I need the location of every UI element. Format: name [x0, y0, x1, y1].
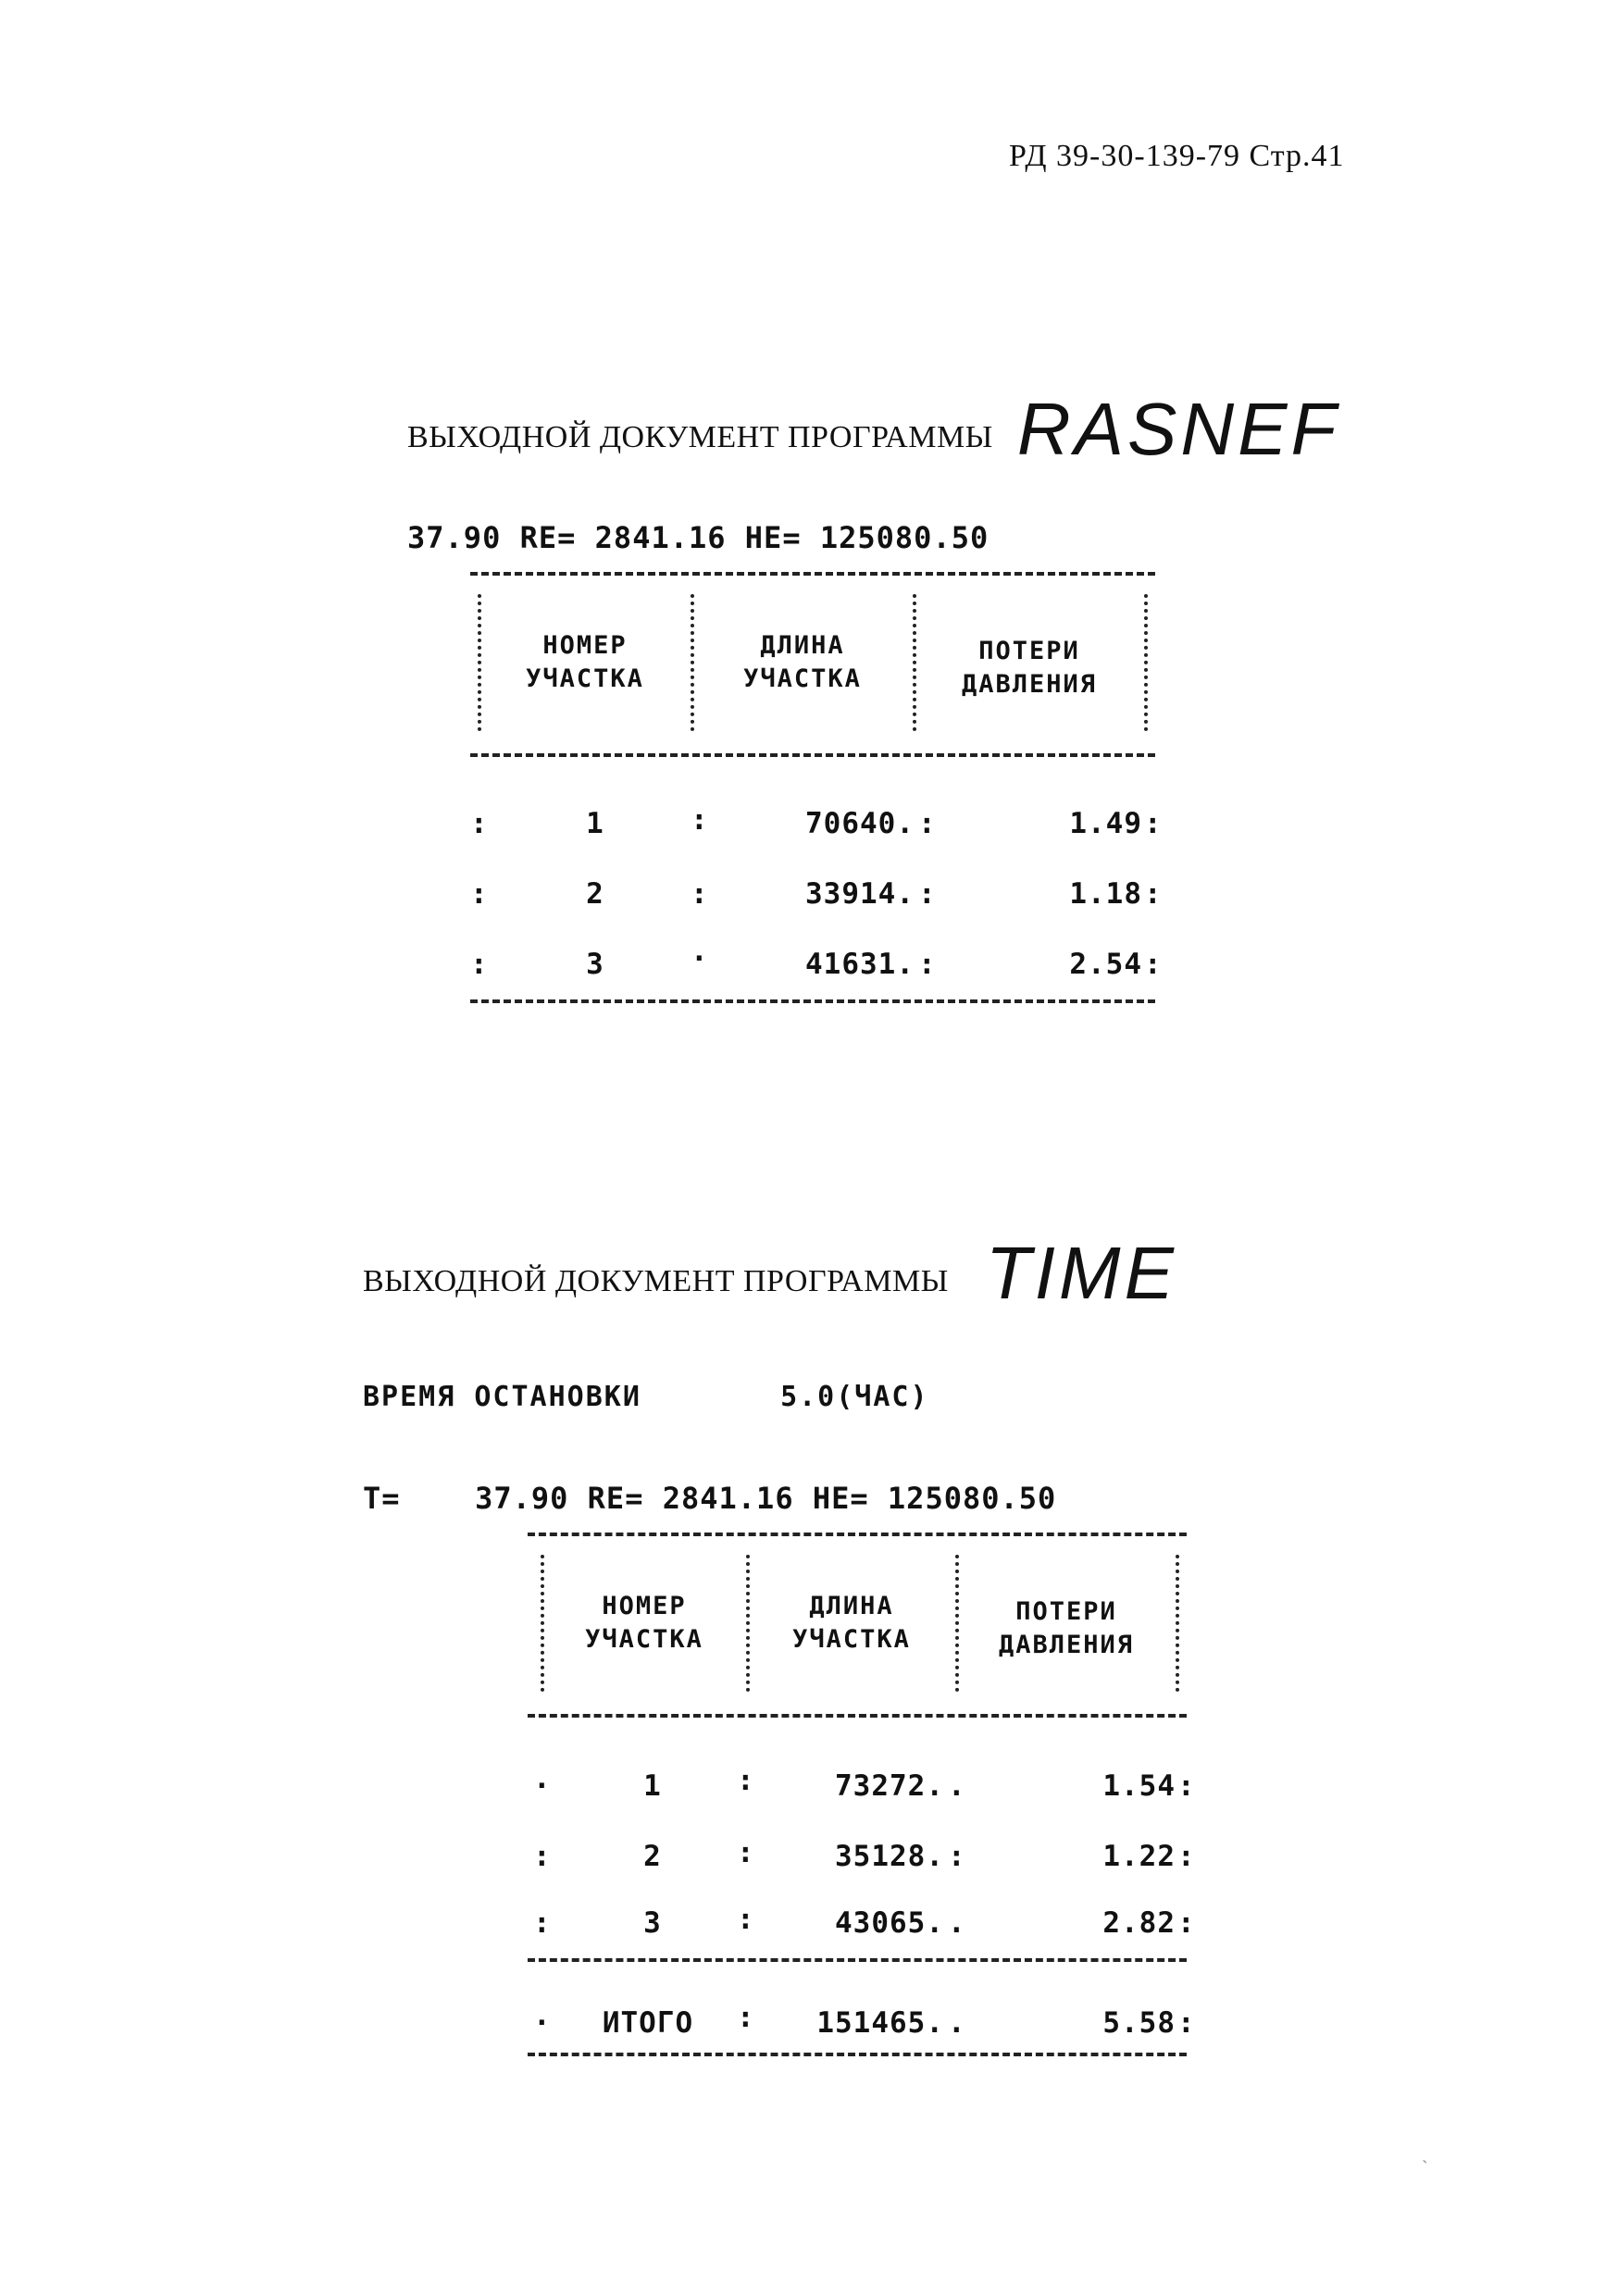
stop-time-line: [363, 1381, 929, 1413]
program-name: RASNEF: [1016, 388, 1340, 470]
col-separator: [1144, 594, 1148, 731]
page-header-code: РД 39-30-139-79 Стр.41: [1009, 139, 1345, 173]
rasnef-params-line: 37.90 RE= 2841.16 HE= 125080.50: [407, 520, 989, 555]
header-section-length: ДЛИНА УЧАСТКА: [792, 1592, 911, 1654]
header-bottom-rule: [528, 1714, 1187, 1718]
section-rasnef-title: [407, 387, 1339, 472]
stop-time-value: 5.0(ЧАС): [780, 1381, 929, 1413]
total-label: ИТОГО: [602, 2006, 694, 2040]
col-separator: [913, 594, 916, 731]
scan-speck: ˏ: [1422, 2143, 1428, 2164]
col-separator: [691, 594, 694, 731]
col-separator: [541, 1555, 544, 1692]
col-separator: [746, 1555, 750, 1692]
time-params-line: [363, 1481, 1056, 1516]
program-name: TIME: [985, 1232, 1177, 1314]
table-bottom-rule: [528, 2053, 1187, 2056]
doc-title: ВЫХОДНОЙ ДОКУМЕНТ ПРОГРАММЫ: [363, 1264, 949, 1298]
header-pressure-loss: ПОТЕРИ ДАВЛЕНИЯ: [961, 637, 1098, 699]
col-separator: [1176, 1555, 1179, 1692]
header-section-number: НОМЕР УЧАСТКА: [526, 631, 644, 693]
doc-title: ВЫХОДНОЙ ДОКУМЕНТ ПРОГРАММЫ: [407, 420, 993, 454]
header-bottom-rule: [470, 753, 1155, 757]
total-loss: 5.58: [1102, 2006, 1176, 2040]
time-params: 37.90 RE= 2841.16 HE= 125080.50: [475, 1481, 1057, 1516]
rasnef-results-table: НОМЕР УЧАСТКА ДЛИНА УЧАСТКА ПОТЕРИ ДАВЛЕНИЯ : 1 : 70640. : 1.49 : : 2 : 33914. : 1.18 : : 3 · 41631. : 2.54 :: [470, 572, 1155, 1009]
header-pressure-loss: ПОТЕРИ ДАВЛЕНИЯ: [998, 1597, 1135, 1659]
col-separator: [478, 594, 481, 731]
header-section-number: НОМЕР УЧАСТКА: [585, 1592, 703, 1654]
header-section-length: ДЛИНА УЧАСТКА: [743, 631, 862, 693]
table-bottom-rule: [470, 999, 1155, 1003]
time-results-table: НОМЕР УЧАСТКА ДЛИНА УЧАСТКА ПОТЕРИ ДАВЛЕНИЯ · 1 : 73272. . 1.54 : : 2 : 35128. : 1.22 : : 3 : 43065. . 2.82 : · ИТОГО : 151465. . 5.58 :: [528, 1533, 1187, 2060]
rows-bottom-rule: [528, 1958, 1187, 1962]
col-separator: [955, 1555, 959, 1692]
total-length: 151465.: [816, 2006, 944, 2040]
t-label: T=: [363, 1481, 401, 1516]
table-top-rule: [528, 1533, 1187, 1536]
section-time-title: [363, 1231, 1177, 1316]
table-top-rule: [470, 572, 1155, 576]
stop-time-label: ВРЕМЯ ОСТАНОВКИ: [363, 1381, 641, 1413]
